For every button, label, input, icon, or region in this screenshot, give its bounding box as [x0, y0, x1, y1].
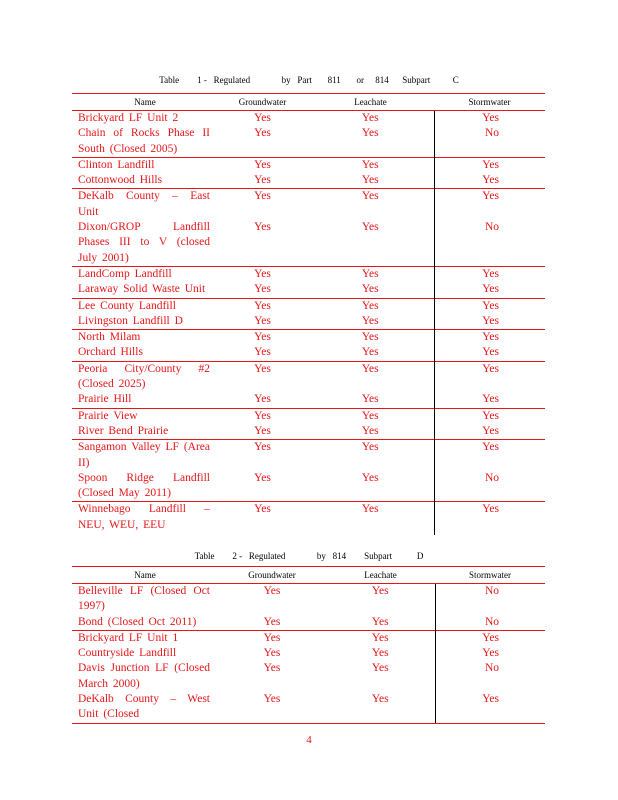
groundwater-cell: Yes — [254, 127, 271, 140]
table-row — [72, 661, 545, 692]
stormwater-cell: Yes — [434, 157, 545, 173]
stormwater-cell: Yes — [434, 298, 545, 314]
leachate-cell: Yes — [307, 282, 434, 298]
table-row — [72, 692, 545, 723]
stormwater-cell: Yes — [434, 111, 545, 127]
table2-header-row — [72, 567, 545, 584]
groundwater-cell: Yes — [218, 298, 307, 314]
column-header-stormwater: Stormwater — [435, 567, 545, 584]
table-row — [72, 471, 545, 502]
column-header-groundwater: Groundwater — [218, 94, 307, 111]
table-row — [72, 266, 545, 282]
leachate-cell: Yes — [326, 630, 435, 646]
column-header-leachate: Leachate — [326, 567, 435, 584]
groundwater-cell: Yes — [263, 647, 281, 660]
table-row — [72, 173, 545, 189]
name-cell: Dixon/GROP Landfill Phases III to V (closed July 2001) — [78, 221, 210, 264]
leachate-cell: Yes — [307, 314, 434, 330]
table-row — [72, 282, 545, 298]
groundwater-cell: Yes — [254, 314, 271, 327]
stormwater-cell: Yes — [482, 314, 499, 327]
table1-caption: Table 1 - Regulated by Part 811 or 814 Subpart C — [159, 75, 459, 85]
leachate-cell: Yes — [326, 615, 435, 631]
leachate-cell: Yes — [307, 298, 434, 314]
leachate-cell: Yes — [307, 424, 434, 440]
leachate-cell: Yes — [307, 408, 434, 424]
groundwater-cell: Yes — [263, 585, 281, 597]
table-row — [72, 615, 545, 631]
name-cell: Chain of Rocks Phase II South (Closed 2005) — [78, 127, 210, 155]
stormwater-cell: Yes — [435, 692, 545, 723]
leachate-cell: Yes — [307, 392, 434, 408]
stormwater-cell: Yes — [482, 424, 499, 437]
table-row — [72, 189, 545, 220]
leachate-cell: Yes — [307, 173, 434, 189]
table-row — [72, 630, 545, 646]
name-cell: North Milam — [72, 330, 218, 346]
groundwater-cell: Yes — [254, 221, 271, 234]
column-header-name: Name — [72, 567, 218, 584]
name-cell: Lee County Landfill — [72, 298, 218, 314]
table-row — [72, 314, 545, 330]
groundwater-cell: Yes — [218, 630, 326, 646]
groundwater-cell: Yes — [218, 692, 326, 723]
groundwater-cell: Yes — [254, 471, 271, 484]
table-row — [72, 408, 545, 424]
leachate-cell: Yes — [307, 361, 434, 392]
groundwater-cell: Yes — [254, 424, 271, 437]
page-number: 4 — [306, 734, 312, 746]
groundwater-cell: Yes — [218, 111, 307, 127]
table-row — [72, 126, 545, 157]
groundwater-cell: Yes — [218, 502, 307, 535]
name-cell: Peoria City/County #2 (Closed 2025) — [72, 361, 218, 392]
leachate-cell: Yes — [307, 220, 434, 266]
stormwater-cell: Yes — [435, 630, 545, 646]
table2-caption: Table 2 - Regulated by 814 Subpart D — [194, 551, 424, 561]
groundwater-cell: Yes — [263, 615, 281, 628]
stormwater-cell: Yes — [482, 283, 499, 296]
name-cell: Sangamon Valley LF (Area II) — [72, 440, 218, 471]
name-cell: Laraway Solid Waste Unit — [78, 283, 206, 296]
leachate-cell: Yes — [326, 646, 435, 661]
table-row — [72, 330, 545, 346]
stormwater-cell: Yes — [434, 330, 545, 346]
groundwater-cell: Yes — [218, 157, 307, 173]
leachate-cell: Yes — [307, 189, 434, 220]
leachate-cell: Yes — [326, 692, 435, 723]
leachate-cell: Yes — [307, 126, 434, 157]
column-header-groundwater: Groundwater — [218, 567, 326, 584]
name-cell: Countryside Landfill — [78, 647, 177, 660]
table-row — [72, 157, 545, 173]
table1-header-row — [72, 94, 545, 111]
table1 — [72, 93, 545, 535]
stormwater-cell: No — [484, 127, 499, 140]
leachate-cell: Yes — [307, 440, 434, 471]
groundwater-cell: Yes — [218, 440, 307, 471]
groundwater-cell: Yes — [218, 189, 307, 220]
name-cell: Livingston Landfill D — [78, 314, 183, 327]
leachate-cell: Yes — [307, 157, 434, 173]
groundwater-cell: Yes — [218, 266, 307, 282]
name-cell: Brickyard LF Unit 2 — [72, 111, 218, 127]
name-cell: Davis Junction LF (Closed March 2000) — [78, 662, 210, 690]
table-row — [72, 361, 545, 392]
groundwater-cell: Yes — [254, 393, 271, 406]
table2 — [72, 566, 545, 724]
stormwater-cell: Yes — [434, 408, 545, 424]
table-row — [72, 111, 545, 127]
stormwater-cell: No — [484, 471, 499, 484]
groundwater-cell: Yes — [263, 662, 281, 675]
groundwater-cell: Yes — [218, 408, 307, 424]
groundwater-cell: Yes — [218, 361, 307, 392]
name-cell: Winnebago Landfill – NEU, WEU, EEU — [72, 502, 218, 535]
table-row — [72, 424, 545, 440]
table-row — [72, 584, 545, 615]
table-row — [72, 440, 545, 471]
name-cell: Belleville LF (Closed Oct 1997) — [78, 585, 210, 613]
name-cell: Clinton Landfill — [72, 157, 218, 173]
column-header-stormwater: Stormwater — [434, 94, 545, 111]
leachate-cell: Yes — [307, 266, 434, 282]
groundwater-cell: Yes — [254, 174, 271, 187]
stormwater-cell: No — [484, 585, 499, 597]
name-cell: DeKalb County – West Unit (Closed — [72, 692, 218, 723]
leachate-cell: Yes — [307, 502, 434, 535]
column-header-leachate: Leachate — [307, 94, 434, 111]
name-cell: Prairie Hill — [78, 393, 132, 406]
column-header-name: Name — [72, 94, 218, 111]
table-row — [72, 220, 545, 266]
stormwater-cell: Yes — [434, 440, 545, 471]
leachate-cell: Yes — [307, 471, 434, 502]
stormwater-cell: Yes — [434, 361, 545, 392]
stormwater-cell: Yes — [482, 174, 499, 187]
name-cell: Bond (Closed Oct 2011) — [78, 615, 197, 628]
stormwater-cell: Yes — [482, 647, 499, 660]
groundwater-cell: Yes — [254, 346, 271, 359]
table-row — [72, 502, 545, 535]
name-cell: River Bend Prairie — [78, 424, 169, 437]
name-cell: Brickyard LF Unit 1 — [72, 630, 218, 646]
name-cell: DeKalb County – East Unit — [72, 189, 218, 220]
leachate-cell: Yes — [326, 661, 435, 692]
stormwater-cell: Yes — [434, 189, 545, 220]
leachate-cell: Yes — [307, 111, 434, 127]
table-row — [72, 298, 545, 314]
stormwater-cell: Yes — [482, 346, 499, 359]
table-row — [72, 392, 545, 408]
stormwater-cell: Yes — [434, 266, 545, 282]
stormwater-cell: No — [484, 221, 499, 234]
name-cell: Cottonwood Hills — [78, 174, 163, 187]
leachate-cell: Yes — [307, 330, 434, 346]
name-cell: Prairie View — [72, 408, 218, 424]
stormwater-cell: No — [484, 662, 499, 675]
name-cell: Spoon Ridge Landfill (Closed May 2011) — [78, 471, 210, 500]
table-row — [72, 345, 545, 361]
groundwater-cell: Yes — [254, 283, 271, 296]
stormwater-cell: Yes — [434, 502, 545, 535]
leachate-cell: Yes — [307, 345, 434, 361]
name-cell: LandComp Landfill — [72, 266, 218, 282]
stormwater-cell: No — [484, 615, 499, 628]
name-cell: Orchard Hills — [78, 346, 143, 359]
groundwater-cell: Yes — [218, 330, 307, 346]
leachate-cell: Yes — [326, 584, 435, 615]
table-row — [72, 646, 545, 661]
stormwater-cell: Yes — [482, 393, 499, 406]
